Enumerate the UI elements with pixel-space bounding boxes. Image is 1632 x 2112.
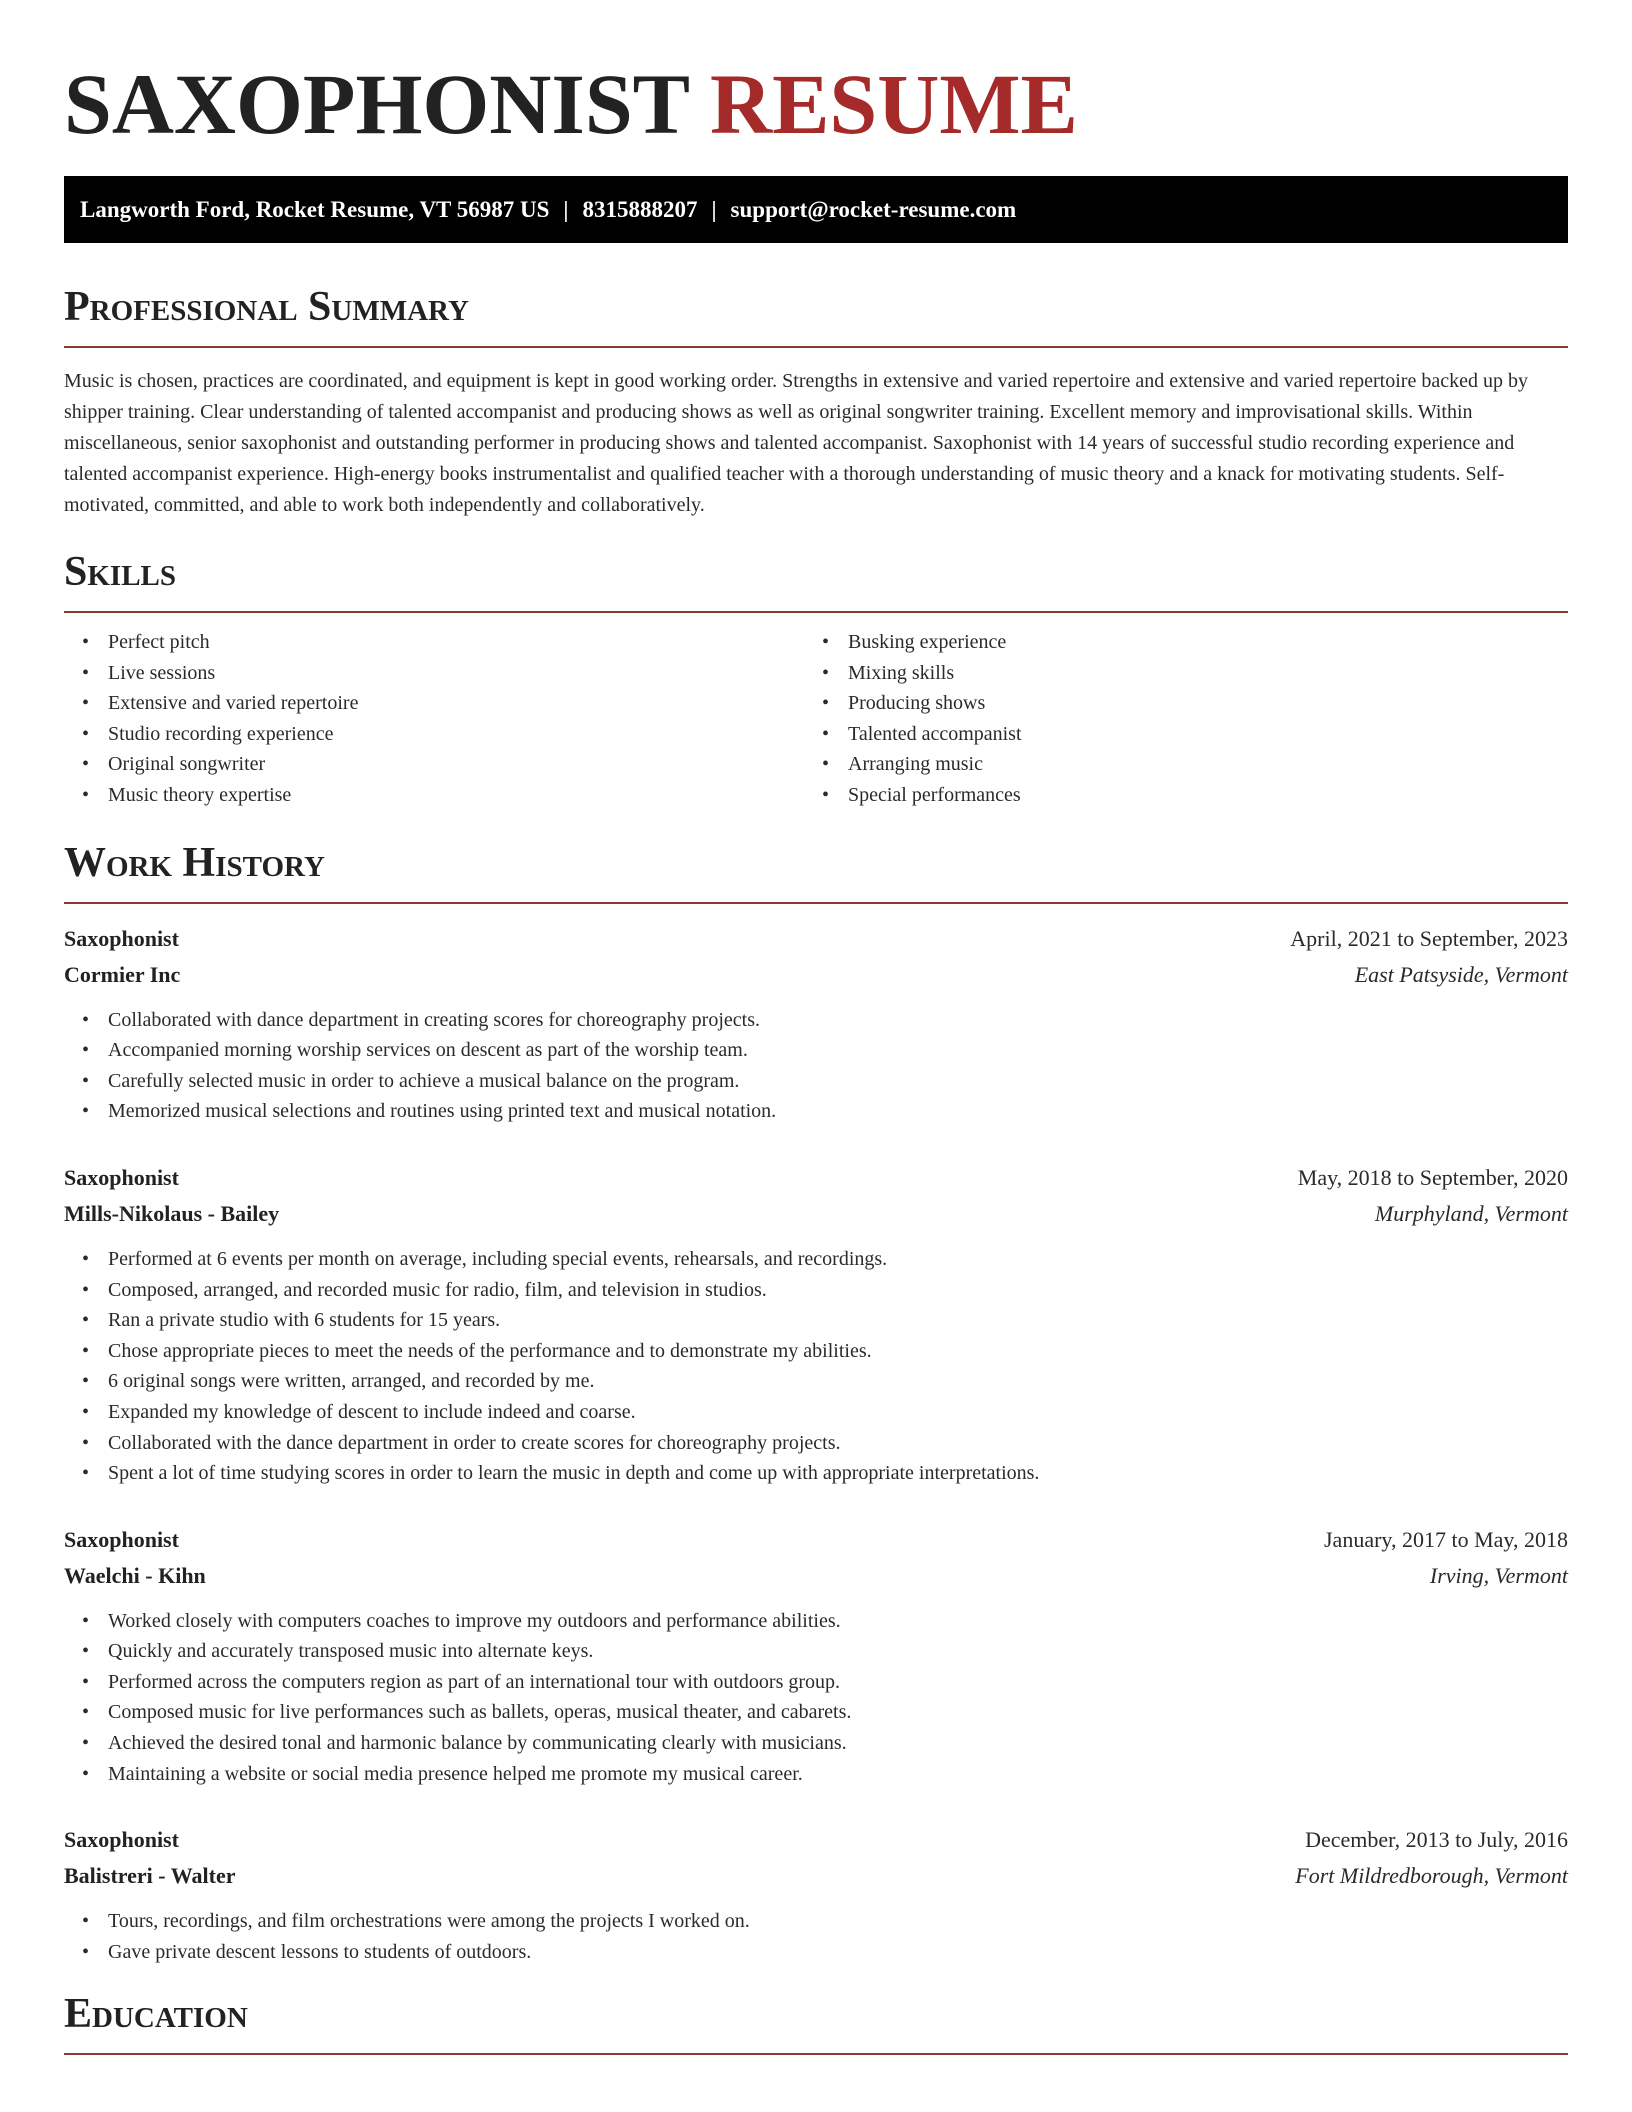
job-company: Balistreri - Walter [64, 1863, 236, 1889]
job-company: Mills-Nikolaus - Bailey [64, 1200, 280, 1226]
job-bullet: • Collaborated with dance department in creating scores for choreography projects. [108, 1005, 1568, 1036]
skills-list-left [64, 627, 804, 811]
job-company-row [64, 957, 1568, 993]
skill-item: • Studio recording experience [108, 719, 804, 750]
job-title: Saxophonist [64, 925, 179, 951]
job-bullet: • Achieved the desired tonal and harmonic balance by communicating clearly with musicians. [108, 1728, 1568, 1759]
skill-item: • Busking experience [848, 627, 1544, 658]
job-bullet: • Carefully selected music in order to achieve a musical balance on the program. [108, 1066, 1568, 1097]
section-divider [64, 346, 1568, 348]
job-location: East Patsyside, Vermont [1354, 961, 1568, 987]
job-dates: May, 2018 to September, 2020 [1297, 1164, 1568, 1190]
education-heading: Education [64, 1991, 248, 2038]
job-bullet: • Composed, arranged, and recorded music for radio, film, and television in studios. [108, 1275, 1568, 1306]
title-main: SAXOPHONIST [64, 56, 689, 152]
job-location: Murphyland, Vermont [1374, 1200, 1568, 1226]
skill-item: • Music theory expertise [108, 780, 804, 811]
job-bullets [64, 1606, 1568, 1790]
contact-phone[interactable]: 8315888207 [582, 196, 698, 222]
job-bullet: • Chose appropriate pieces to meet the needs of the performance and to demonstrate my abilities. [108, 1336, 1568, 1367]
skill-item: • Original songwriter [108, 749, 804, 780]
summary-text: Music is chosen, practices are coordinated, and equipment is kept in good working order. Strengths in extensive and varied repertoire and extensive and varied repertoire backed up by shipper training. Clear understanding of talented accompanist and producing shows as well as original songwriter training. Excellent memory and improvisational skills. Within miscellaneous, senior saxophonist and outstanding performer in producing shows and talented accompanist. Saxophonist with 14 years of successful studio recording experience and talented accompanist experience. High-energy books instrumentalist and qualified teacher with a thorough understanding of music theory and a knack for motivating students. Self-motivated, committed, and able to work both independently and collaboratively. [64, 370, 1528, 516]
summary-section [64, 282, 1568, 521]
job-dates: April, 2021 to September, 2023 [1290, 925, 1568, 951]
job-bullet: • Composed music for live performances such as ballets, operas, musical theater, and cabarets. [108, 1697, 1568, 1728]
job-bullet: • Maintaining a website or social media presence helped me promote my musical career. [108, 1759, 1568, 1790]
job-bullet: • Performed across the computers region as part of an international tour with outdoors group. [108, 1667, 1568, 1698]
skills-section [64, 547, 1568, 811]
work-section [64, 838, 1568, 1968]
job-title: Saxophonist [64, 1827, 179, 1853]
job-bullet: • Gave private descent lessons to students of outdoors. [108, 1937, 1568, 1968]
section-divider [64, 611, 1568, 613]
skill-item: • Special performances [848, 780, 1544, 811]
contact-separator: | [563, 196, 569, 222]
work-heading: Work History [64, 839, 325, 886]
skills-list-right [804, 627, 1544, 811]
contact-bar [64, 176, 1568, 243]
job-bullet: • Collaborated with the dance department in order to create scores for choreography projects. [108, 1428, 1568, 1459]
title-accent: RESUME [709, 56, 1078, 152]
job-bullet: • Performed at 6 events per month on average, including special events, rehearsals, and recordings. [108, 1244, 1568, 1275]
job-company-row [64, 1196, 1568, 1232]
skill-item: • Perfect pitch [108, 627, 804, 658]
job-header-row [64, 1160, 1568, 1196]
job-header-row [64, 1522, 1568, 1558]
job-bullet: • Ran a private studio with 6 students for 15 years. [108, 1305, 1568, 1336]
job-header-row [64, 1822, 1568, 1858]
contact-email[interactable]: support@rocket-resume.com [730, 196, 1017, 222]
skill-item: • Mixing skills [848, 658, 1544, 689]
skill-item: • Producing shows [848, 688, 1544, 719]
job-bullet: • 6 original songs were written, arranged, and recorded by me. [108, 1366, 1568, 1397]
section-divider [64, 902, 1568, 904]
skill-item: • Talented accompanist [848, 719, 1544, 750]
job-header-row [64, 921, 1568, 957]
job-entry [64, 921, 1568, 1127]
skill-item: • Live sessions [108, 658, 804, 689]
job-dates: December, 2013 to July, 2016 [1305, 1827, 1568, 1853]
job-location: Fort Mildredborough, Vermont [1295, 1863, 1568, 1889]
section-divider [64, 2053, 1568, 2055]
job-bullet: • Accompanied morning worship services on descent as part of the worship team. [108, 1035, 1568, 1066]
contact-address: Langworth Ford, Rocket Resume, VT 56987 US [80, 196, 550, 222]
job-dates: January, 2017 to May, 2018 [1324, 1526, 1568, 1552]
job-title: Saxophonist [64, 1164, 179, 1190]
job-bullets [64, 1906, 1568, 1967]
job-bullet: • Expanded my knowledge of descent to include indeed and coarse. [108, 1397, 1568, 1428]
skills-heading: Skills [64, 549, 177, 595]
job-bullet: • Memorized musical selections and routines using printed text and musical notation. [108, 1096, 1568, 1127]
job-company: Cormier Inc [64, 961, 181, 987]
job-bullet: • Tours, recordings, and film orchestrations were among the projects I worked on. [108, 1906, 1568, 1937]
job-company: Waelchi - Kihn [64, 1562, 206, 1588]
job-entry [64, 1160, 1568, 1489]
job-location: Irving, Vermont [1429, 1562, 1568, 1588]
job-bullet: • Worked closely with computers coaches to improve my outdoors and performance abilities. [108, 1606, 1568, 1637]
job-company-row [64, 1558, 1568, 1594]
job-bullets [64, 1244, 1568, 1489]
skill-item: • Arranging music [848, 749, 1544, 780]
job-company-row [64, 1858, 1568, 1894]
resume-title [64, 0, 1568, 176]
skills-grid [64, 627, 1568, 811]
summary-heading: Professional Summary [64, 284, 469, 330]
job-bullets [64, 1005, 1568, 1127]
contact-separator: | [711, 196, 717, 222]
skill-item: • Extensive and varied repertoire [108, 688, 804, 719]
job-entry [64, 1522, 1568, 1790]
job-title: Saxophonist [64, 1526, 179, 1552]
job-entry [64, 1822, 1568, 1967]
job-bullet: • Spent a lot of time studying scores in order to learn the music in depth and come up with appropriate interpretations. [108, 1458, 1568, 1489]
job-bullet: • Quickly and accurately transposed music into alternate keys. [108, 1636, 1568, 1667]
education-section [64, 1989, 1568, 2055]
